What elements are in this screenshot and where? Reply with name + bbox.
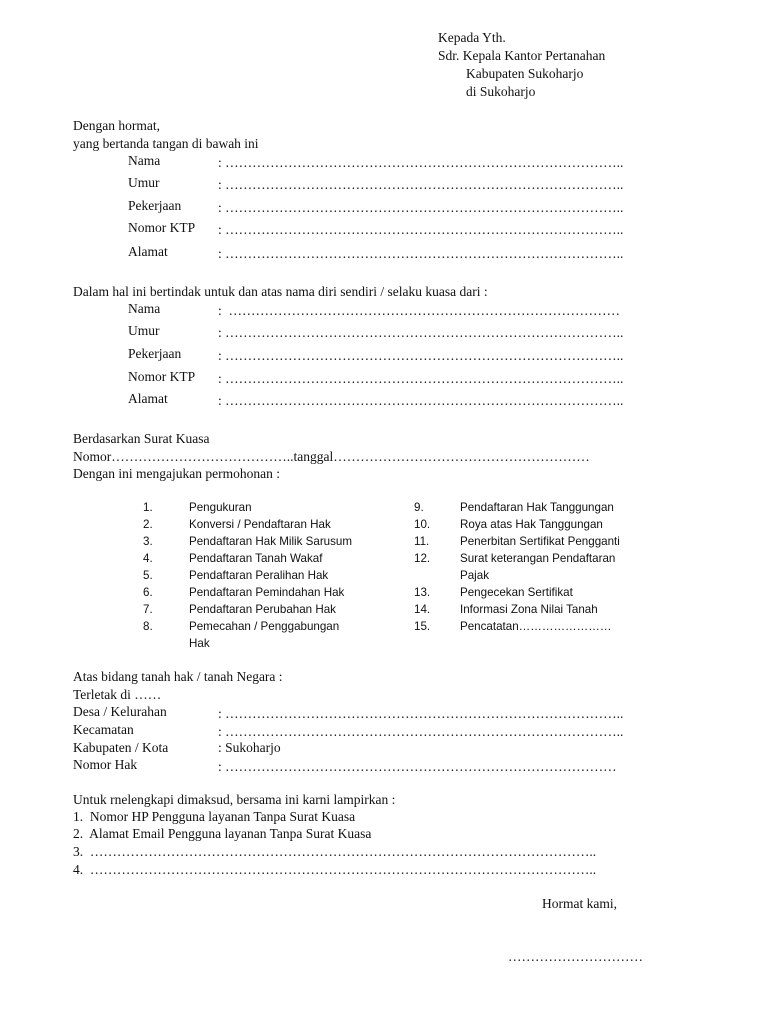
land-district-field: : ……………………………………………………………………………..	[218, 724, 624, 739]
land-district-label: Kecamatan	[73, 722, 134, 737]
service-number: 2.	[143, 518, 153, 531]
service-label: Pendaftaran Hak Milik Sarusum	[189, 535, 353, 548]
service-number: 13.	[414, 586, 431, 599]
salutation: Dengan hormat,	[73, 118, 160, 133]
service-label: Pendaftaran Hak Tanggungan	[460, 501, 614, 514]
applicant-name-label: Nama	[128, 153, 161, 168]
principal-name-label: Nama	[128, 301, 161, 316]
service-label: Informasi Zona Nilai Tanah	[460, 603, 598, 616]
attachment-item: 1. Nomor HP Pengguna layanan Tanpa Surat Kuasa	[73, 809, 356, 824]
service-number: 3.	[143, 535, 153, 548]
intro-line: yang bertanda tangan di bawah ini	[73, 136, 259, 151]
applicant-age-field: : ……………………………………………………………………………..	[218, 177, 624, 192]
service-number: 7.	[143, 603, 153, 616]
service-number: 8.	[143, 620, 153, 633]
service-number: 1.	[143, 501, 153, 514]
service-label-continued: Hak	[189, 637, 210, 650]
attachment-item: 4. …………………………………………………………………………………………………..	[73, 862, 597, 877]
service-label: Surat keterangan Pendaftaran	[460, 552, 616, 565]
principal-intro: Dalam hal ini bertindak untuk dan atas nama diri sendiri / selaku kuasa dari :	[73, 284, 488, 299]
land-village-field: : ……………………………………………………………………………..	[218, 706, 624, 721]
signature-line: …………………………	[508, 949, 643, 964]
service-label: Pengecekan Sertifikat	[460, 586, 573, 599]
principal-age-label: Umur	[128, 323, 160, 338]
applicant-ktp-field: : ……………………………………………………………………………..	[218, 222, 624, 237]
attachments-intro: Untuk rnelengkapi dimaksud, bersama ini karni lampirkan :	[73, 792, 396, 807]
service-number: 12.	[414, 552, 431, 565]
applicant-age-label: Umur	[128, 175, 160, 190]
service-label: Pendaftaran Tanah Wakaf	[189, 552, 323, 565]
land-location: Terletak di ……	[73, 687, 162, 702]
service-label: Pencatatan……………………	[460, 620, 612, 633]
land-right-number-label: Nomor Hak	[73, 757, 138, 772]
service-number: 11.	[414, 535, 430, 548]
applicant-address-label: Alamat	[128, 244, 168, 259]
service-number: 10.	[414, 518, 431, 531]
attachment-item: 2. Alamat Email Pengguna layanan Tanpa Surat Kuasa	[73, 826, 372, 841]
service-label: Pendaftaran Perubahan Hak	[189, 603, 336, 616]
principal-age-field: : ……………………………………………………………………………..	[218, 325, 624, 340]
recipient-line-3: di Sukoharjo	[466, 84, 536, 99]
principal-occupation-label: Pekerjaan	[128, 346, 182, 361]
service-number: 9.	[414, 501, 424, 514]
service-number: 14.	[414, 603, 431, 616]
applicant-ktp-label: Nomor KTP	[128, 220, 196, 235]
land-regency-label: Kabupaten / Kota	[73, 740, 169, 755]
closing-regards: Hormat kami,	[542, 896, 617, 911]
service-number: 4.	[143, 552, 153, 565]
principal-address-label: Alamat	[128, 391, 168, 406]
attachment-item: 3. …………………………………………………………………………………………………..	[73, 844, 597, 859]
request-intro: Dengan ini mengajukan permohonan :	[73, 466, 280, 481]
principal-occupation-field: : ……………………………………………………………………………..	[218, 348, 624, 363]
service-label: Pendaftaran Pemindahan Hak	[189, 586, 345, 599]
attorney-heading: Berdasarkan Surat Kuasa	[73, 431, 210, 446]
principal-name-field: : ……………………………………………………………………………	[218, 303, 621, 318]
land-regency-field: : Sukoharjo	[218, 740, 281, 755]
attorney-number-date: Nomor…………………………………..tanggal…………………………………………………	[73, 449, 590, 464]
service-label: Pengukuran	[189, 501, 252, 514]
principal-ktp-field: : ……………………………………………………………………………..	[218, 371, 624, 386]
principal-ktp-label: Nomor KTP	[128, 369, 196, 384]
applicant-address-field: : ……………………………………………………………………………..	[218, 246, 624, 261]
recipient-greeting: Kepada Yth.	[438, 30, 506, 45]
service-label: Konversi / Pendaftaran Hak	[189, 518, 331, 531]
land-intro: Atas bidang tanah hak / tanah Negara :	[73, 669, 283, 684]
applicant-occupation-field: : ……………………………………………………………………………..	[218, 200, 624, 215]
land-right-number-field: : ……………………………………………………………………………	[218, 759, 617, 774]
applicant-occupation-label: Pekerjaan	[128, 198, 182, 213]
service-number: 15.	[414, 620, 431, 633]
service-label: Pendaftaran Peralihan Hak	[189, 569, 329, 582]
service-number: 6.	[143, 586, 153, 599]
applicant-name-field: : ……………………………………………………………………………..	[218, 155, 624, 170]
service-label-continued: Pajak	[460, 569, 490, 582]
land-village-label: Desa / Kelurahan	[73, 704, 167, 719]
service-label: Roya atas Hak Tanggungan	[460, 518, 603, 531]
service-number: 5.	[143, 569, 153, 582]
service-label: Pemecahan / Penggabungan	[189, 620, 340, 633]
principal-address-field: : ……………………………………………………………………………..	[218, 393, 624, 408]
service-label: Penerbitan Sertifikat Pengganti	[460, 535, 620, 548]
recipient-line-2: Kabupaten Sukoharjo	[466, 66, 584, 81]
recipient-line-1: Sdr. Kepala Kantor Pertanahan	[438, 48, 606, 63]
